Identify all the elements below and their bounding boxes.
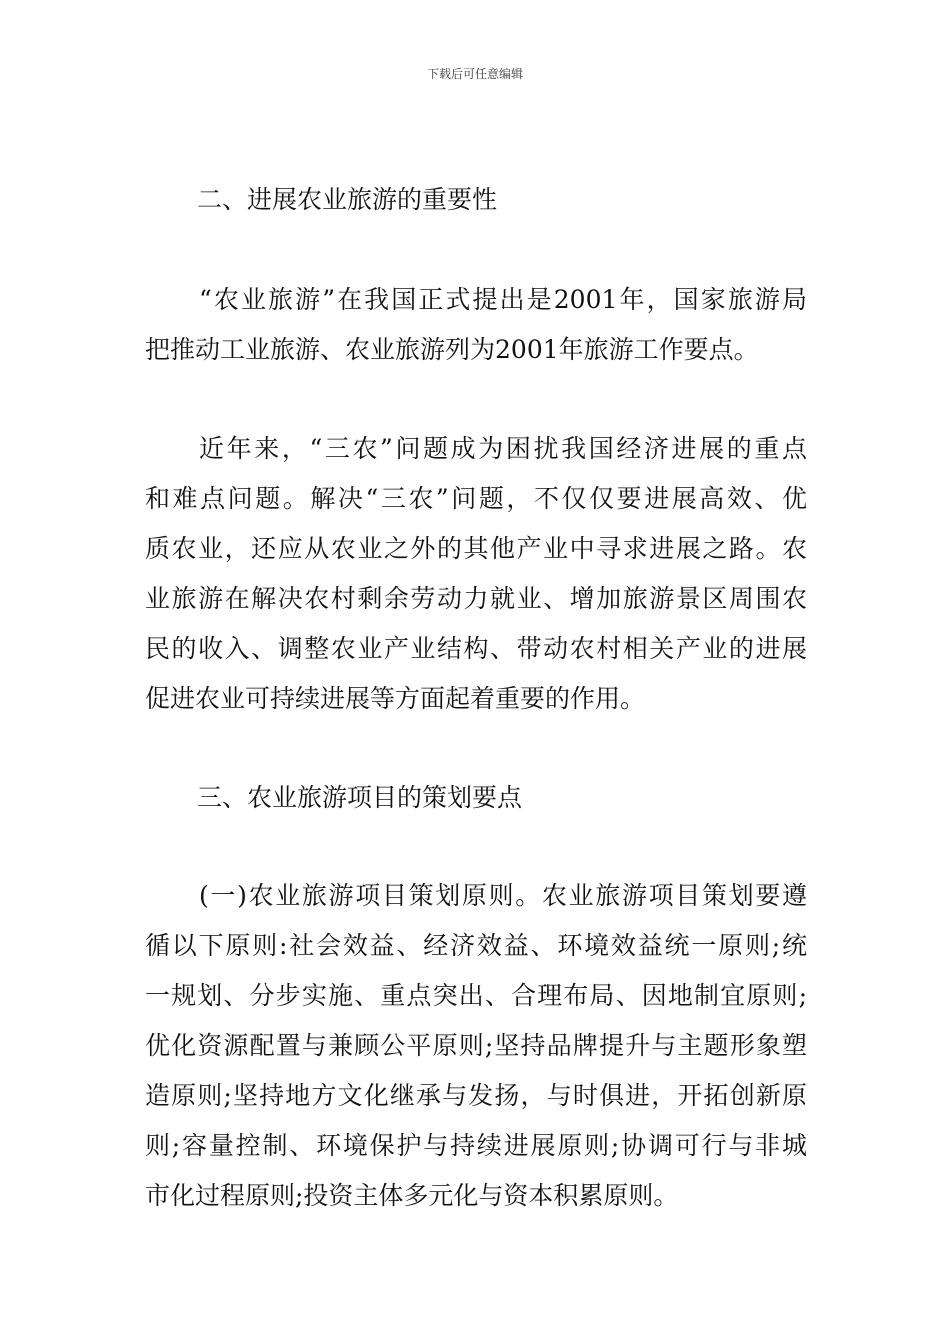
paragraph-line: 民的收入、调整农业产业结构、带动农村相关产业的进展 [145, 634, 807, 663]
section-heading-2: 二、进展农业旅游的重要性 [197, 185, 498, 214]
paragraph-line: 造原则;坚持地方文化继承与发扬，与时俱进，开拓创新原 [145, 1081, 807, 1110]
paragraph-three-rural-issues [145, 424, 807, 724]
paragraph-line: 和难点问题。解决“三农”问题，不仅仅要进展高效、优 [145, 484, 807, 513]
paragraph-line: 质农业，还应从农业之外的其他产业中寻求进展之路。农 [145, 534, 807, 563]
section-heading-3: 三、农业旅游项目的策划要点 [197, 783, 523, 812]
paragraph-line: “农业旅游”在我国正式提出是2001年，国家旅游局 [199, 285, 807, 314]
paragraph-line: 优化资源配置与兼顾公平原则;坚持品牌提升与主题形象塑 [145, 1031, 807, 1060]
page-header-note: 下载后可任意编辑 [426, 67, 523, 81]
paragraph-planning-principles [145, 871, 807, 1221]
paragraph-line: 促进农业可持续进展等方面起着重要的作用。 [145, 684, 646, 713]
paragraph-line: 把推动工业旅游、农业旅游列为2001年旅游工作要点。 [145, 335, 759, 364]
paragraph-line: 一规划、分步实施、重点突出、合理布局、因地制宜原则; [145, 981, 807, 1010]
paragraph-line: 近年来，“三农”问题成为困扰我国经济进展的重点 [199, 434, 807, 463]
paragraph-line: 市化过程原则;投资主体多元化与资本积累原则。 [145, 1181, 679, 1210]
paragraph-line: 业旅游在解决农村剩余劳动力就业、增加旅游景区周围农 [145, 584, 807, 613]
paragraph-agri-tourism-intro [145, 275, 807, 375]
paragraph-line: 则;容量控制、环境保护与持续进展原则;协调可行与非城 [145, 1131, 807, 1160]
paragraph-line: 循以下原则:社会效益、经济效益、环境效益统一原则;统 [145, 931, 807, 960]
paragraph-line: (一)农业旅游项目策划原则。农业旅游项目策划要遵 [199, 881, 807, 910]
